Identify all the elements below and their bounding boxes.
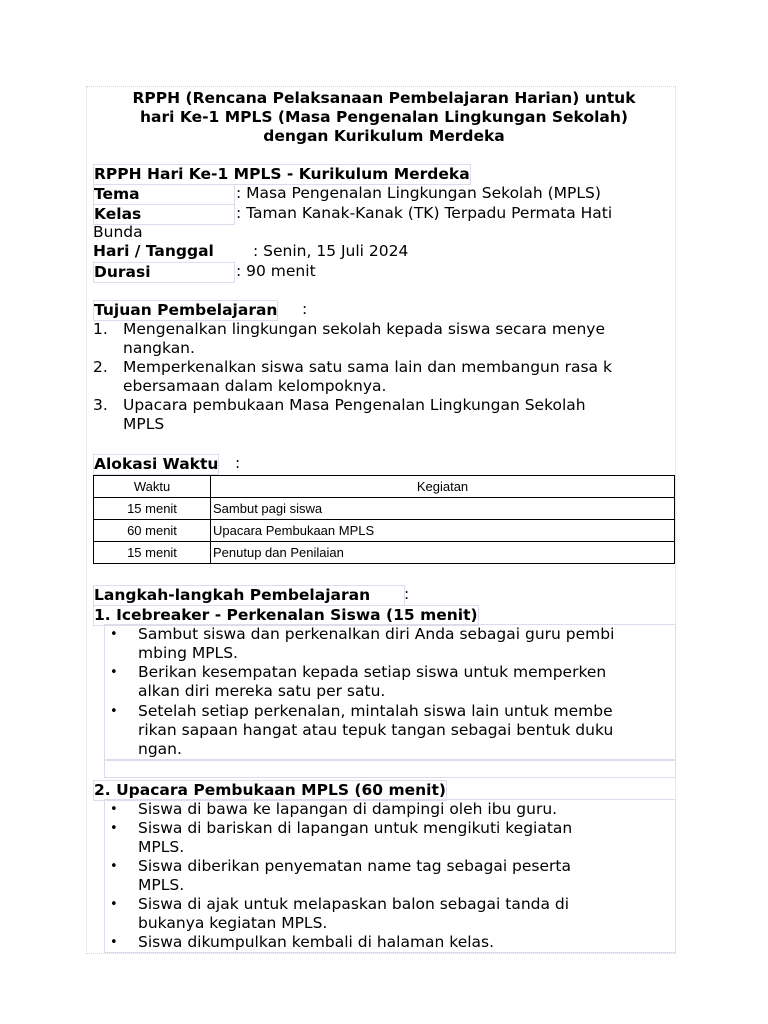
table-header: Kegiatan [211, 476, 675, 498]
table-cell: Sambut pagi siswa [211, 498, 675, 520]
list-item-text: nangkan. [123, 339, 195, 357]
bullet-text: Siswa dikumpulkan kembali di halaman kelas. [138, 933, 495, 951]
bullet-icon: • [110, 704, 118, 719]
list-item-text: ebersamaan dalam kelompoknya. [123, 377, 387, 395]
bullet-text: Siswa di ajak untuk melapaskan balon sebagai tanda di [138, 895, 570, 913]
step1-title: 1. Icebreaker - Perkenalan Siswa (15 menit) [94, 606, 478, 624]
tujuan-colon: : [302, 300, 308, 318]
table-row [94, 498, 675, 520]
hari-label: Hari / Tanggal [93, 242, 214, 260]
bullet-text: Berikan kesempatan kepada setiap siswa untuk memperken [138, 663, 607, 681]
bullet-text: Sambut siswa dan perkenalkan diri Anda sebagai guru pembi [138, 625, 615, 643]
bullet-text: Siswa di bariskan di lapangan untuk mengikuti kegiatan [138, 819, 573, 837]
table-row [94, 520, 675, 542]
table-cell: 15 menit [94, 542, 211, 564]
list-number: 1. [93, 320, 108, 338]
table-cell: Upacara Pembukaan MPLS [211, 520, 675, 542]
alokasi-table [93, 475, 675, 564]
table-cell: 15 menit [94, 498, 211, 520]
bullet-text: Setelah setiap perkenalan, mintalah siswa lain untuk membe [138, 702, 613, 720]
alokasi-colon: : [235, 454, 241, 472]
table-cell: 60 menit [94, 520, 211, 542]
bullet-text: Siswa di bawa ke lapangan di dampingi oleh ibu guru. [138, 800, 558, 818]
bullet-text: mbing MPLS. [138, 644, 238, 662]
bullet-text: rikan sapaan hangat atau tepuk tangan sebagai bentuk duku [138, 721, 614, 739]
durasi-value: : 90 menit [236, 262, 316, 280]
hari-value: : Senin, 15 Juli 2024 [253, 242, 409, 260]
bullet-icon: • [110, 802, 118, 817]
spacer-box [104, 760, 676, 778]
bullet-text: ngan. [138, 740, 182, 758]
alokasi-label: Alokasi Waktu [94, 455, 219, 473]
list-item-text: Memperkenalkan siswa satu sama lain dan membangun rasa k [123, 358, 612, 376]
document-title [94, 89, 674, 146]
kelas-value: : Taman Kanak-Kanak (TK) Terpadu Permata Hati [236, 204, 613, 222]
bullet-icon: • [110, 935, 118, 950]
title-line: RPPH (Rencana Pelaksanaan Pembelajaran Harian) untuk [132, 89, 636, 107]
bullet-icon: • [110, 859, 118, 874]
rpph-heading: RPPH Hari Ke-1 MPLS - Kurikulum Merdeka [94, 165, 470, 183]
table-header-row [94, 476, 675, 498]
table-header: Waktu [94, 476, 211, 498]
langkah-label: Langkah-langkah Pembelajaran [93, 585, 405, 606]
bullet-icon: • [110, 821, 118, 836]
step2-title: 2. Upacara Pembukaan MPLS (60 menit) [94, 781, 446, 799]
list-item-text: Mengenalkan lingkungan sekolah kepada siswa secara menye [123, 320, 605, 338]
title-line: hari Ke-1 MPLS (Masa Pengenalan Lingkungan Sekolah) [140, 108, 628, 126]
kelas-value-cont: Bunda [93, 223, 143, 241]
list-number: 2. [93, 358, 108, 376]
bullet-text: MPLS. [138, 876, 185, 894]
table-row [94, 542, 675, 564]
table-cell: Penutup dan Penilaian [211, 542, 675, 564]
tujuan-label: Tujuan Pembelajaran [94, 301, 278, 319]
langkah-colon: : [404, 585, 410, 603]
list-number: 3. [93, 396, 108, 414]
bullet-icon: • [110, 627, 118, 642]
bullet-icon: • [110, 897, 118, 912]
bullet-text: MPLS. [138, 838, 185, 856]
bullet-text: bukanya kegiatan MPLS. [138, 914, 328, 932]
list-item-text: Upacara pembukaan Masa Pengenalan Lingkungan Sekolah [123, 396, 586, 414]
bullet-text: alkan diri mereka satu per satu. [138, 682, 386, 700]
tema-label: Tema [93, 184, 235, 205]
tema-value: : Masa Pengenalan Lingkungan Sekolah (MPLS) [236, 184, 601, 202]
bullet-icon: • [110, 665, 118, 680]
title-line: dengan Kurikulum Merdeka [263, 127, 505, 145]
kelas-label: Kelas [93, 204, 235, 225]
bullet-text: Siswa diberikan penyematan name tag sebagai peserta [138, 857, 571, 875]
list-item-text: MPLS [123, 415, 165, 433]
durasi-label: Durasi [93, 262, 235, 283]
